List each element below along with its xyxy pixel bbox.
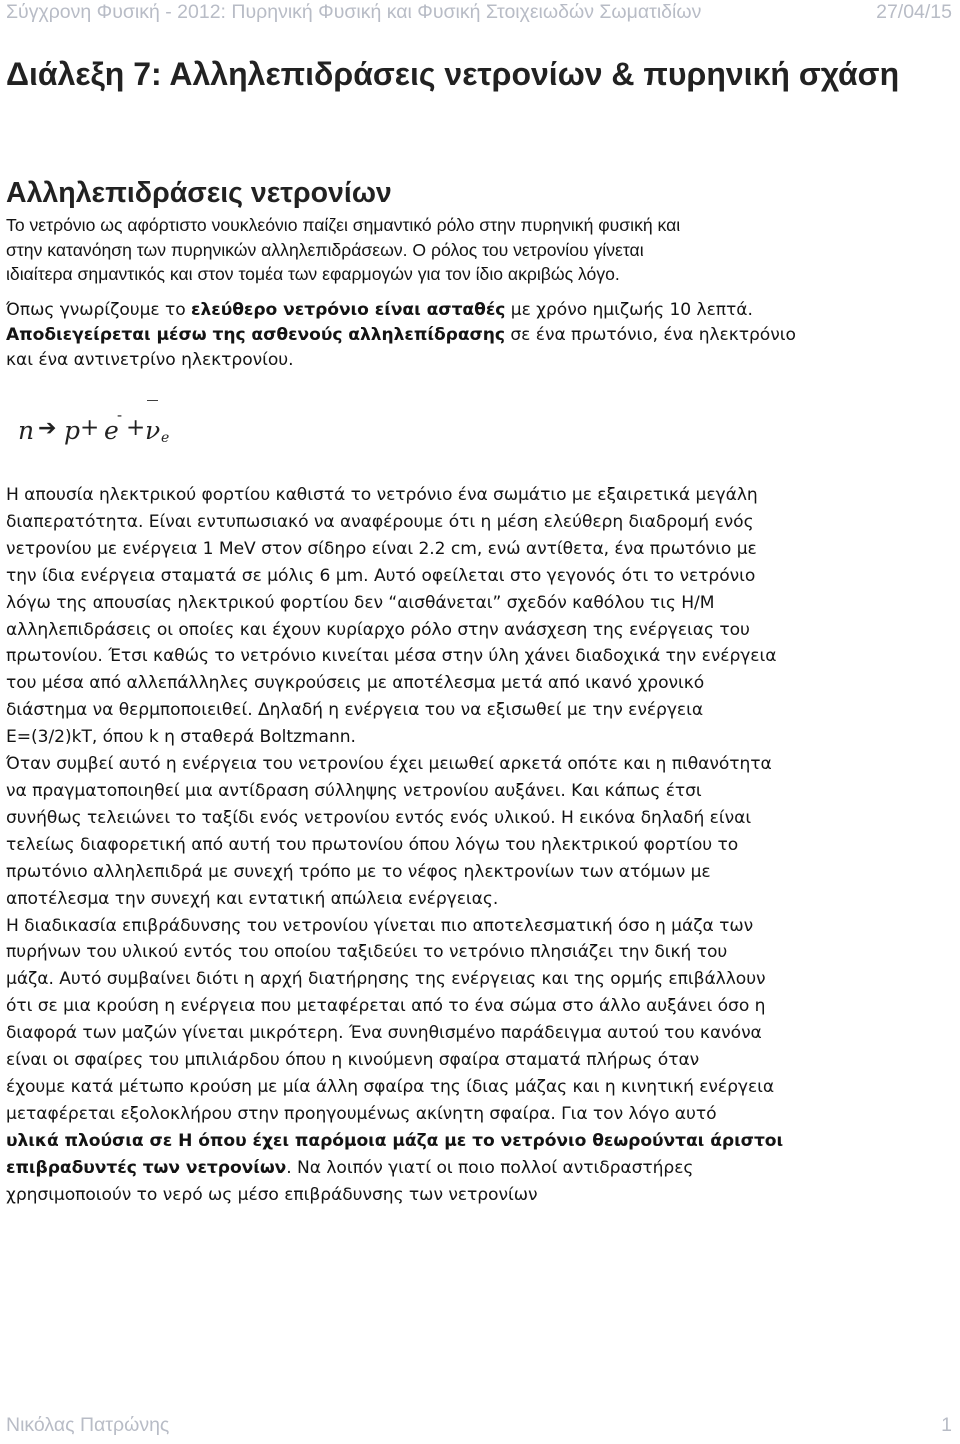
text-run: με χρόνο ημιζωής 10 λεπτά.	[505, 300, 753, 320]
text-line	[6, 1128, 956, 1155]
text-line: Η απουσία ηλεκτρικού φορτίου καθιστά το νετρόνιο ένα σωμάτιο με εξαιρετικά μεγάλη	[6, 485, 758, 505]
emphasis-free-neutron-unstable: ελεύθερο νετρόνιο είναι ασταθές	[191, 300, 506, 320]
text-line	[6, 1155, 956, 1182]
text-line: ιδιαίτερα σημαντικός και στον τομέα των εφαρμογών για τον ίδιο ακριβώς λόγο.	[6, 264, 620, 285]
lecture-title: Διάλεξη 7: Αλληλεπιδράσεις νετρονίων & πυρηνική σχάση	[6, 56, 900, 92]
symbol-antineutrino: ν	[145, 416, 161, 445]
text-line: μεταφέρεται εξολοκλήρου στην προηγουμένως ακίνητη σφαίρα. Για τον λόγο αυτό	[6, 1103, 717, 1124]
text-line: πρωτόνιο αλληλεπιδρά με συνεχή τρόπο με το νέφος ηλεκτρονίων των ατόμων με	[6, 861, 711, 882]
text-line: νετρονίου με ενέργεια 1 MeV στον σίδηρο είναι 2.2 cm, ενώ αντίθετα, ένα πρωτόνιο με	[6, 538, 757, 559]
text-line: διάστημα να θερμποποιειθεί. Δηλαδή η ενέργεια του να εξισωθεί με την ενέργεια	[6, 700, 704, 721]
emphasis-neutron-moderators: επιβραδυντές των νετρονίων	[6, 1157, 287, 1178]
text-line: πυρήνων του υλικού εντός του οποίου ταξιδεύει το νετρόνιο πλησιάζει την δική του	[6, 942, 728, 963]
text-line	[6, 323, 954, 348]
author-name: Νικόλας Πατρώνης	[6, 1413, 170, 1436]
text-line: έχουμε κατά μέτωπο κρούση με μία άλλη σφαίρα της ίδιας μάζας και η κινητική ενέργεια	[6, 1076, 775, 1097]
text-line: συνήθως τελειώνει το ταξίδι ενός νετρονίου εντός ενός υλικού. Η εικόνα δηλαδή είναι	[6, 807, 752, 828]
text-line: πρωτονίου. Έτσι καθώς το νετρόνιο κινείται μέσα στην ύλη χάνει διαδοχικά την ενέργεια	[6, 646, 777, 667]
text-line: λόγω της απουσίας ηλεκτρικού φορτίου δεν “αισθάνεται” σχεδόν καθόλου τις Η/Μ	[6, 592, 715, 613]
text-line: χρησιμοποιούν το νερό ως μέσο επιβράδυνσης των νετρονίων	[6, 1184, 538, 1205]
page-number: 1	[941, 1413, 952, 1436]
text-line: την ίδια ενέργεια σταματά σε μόλις 6 μm. Αυτό οφείλεται στο γεγονός ότι το νετρόνιο	[6, 565, 756, 586]
header-date: 27/04/15	[876, 0, 952, 23]
course-title: Σύγχρονη Φυσική - 2012: Πυρηνική Φυσική και Φυσική Στοιχειωδών Σωματιδίων	[6, 0, 702, 23]
symbol-electron: e	[104, 416, 119, 445]
text-line: μάζα. Αυτό συμβαίνει διότι η αρχή διατήρησης της ενέργειας και της ορμής επιβάλλουν	[6, 969, 766, 990]
arrow-icon: ➔	[38, 416, 57, 441]
text-line: και ένα αντινετρίνο ηλεκτρονίου.	[6, 350, 294, 370]
text-line: E=(3/2)kT, όπου k η σταθερά Boltzmann.	[6, 727, 356, 748]
symbol-neutron: n	[18, 416, 35, 445]
text-line: αποτέλεσμα την συνεχή και εντατική απώλεια ενέργειας.	[6, 888, 499, 909]
main-body-text	[6, 482, 956, 1208]
text-run: Όπως γνωρίζουμε το	[6, 300, 192, 320]
emphasis-weak-interaction: Αποδιεγείρεται μέσω της ασθενούς αλληλεπίδρασης	[6, 325, 506, 345]
plus-sign: +	[126, 415, 146, 441]
symbol-proton: p	[64, 416, 81, 445]
plus-sign: +	[80, 415, 100, 441]
text-run: . Να λοιπόν γιατί οι ποιο πολλοί αντιδραστήρες	[286, 1157, 694, 1178]
text-line: στην κατανόηση των πυρηνικών αλληλεπιδράσεων. Ο ρόλος του νετρονίου γίνεται	[6, 239, 644, 260]
electron-subscript: e	[161, 430, 170, 446]
emphasis-hydrogen-moderators: υλικά πλούσια σε Η όπου έχει παρόμοια μάζα με το νετρόνιο θεωρούνται άριστοι	[6, 1130, 784, 1151]
text-line: διαφορά των μαζών γίνεται μικρότερη. Ένα συνηθισμένο παράδειγμα αυτού του κανόνα	[6, 1023, 762, 1044]
text-line: ότι σε μια κρούση η ενέργεια που μεταφέρεται από το ένα σώμα στο άλλο αυξάνει όσο η	[6, 996, 766, 1017]
text-line: Η διαδικασία επιβράδυνσης του νετρονίου γίνεται πιο αποτελεσματική όσο η μάζα των	[6, 915, 754, 936]
text-line: είναι οι σφαίρες του μπιλιάρδου όπου η κινούμενη σφαίρα σταματά πλήρως όταν	[6, 1050, 700, 1071]
text-line: να πραγματοποιηθεί μια αντίδραση σύλληψης νετρονίου αυξάνει. Και κάπως έτσι	[6, 780, 702, 801]
text-line	[6, 298, 954, 323]
text-line: αλληλεπιδράσεις οι οποίες και έχουν κυρίαρχο ρόλο στην ανάσχεση της ενέργειας του	[6, 619, 750, 640]
text-line: διαπερατότητα. Είναι εντυπωσιακό να αναφέρουμε ότι η μέση ελεύθερη διαδρομή ενός	[6, 511, 754, 532]
running-header	[6, 0, 952, 24]
section-title: Αλληλεπιδράσεις νετρονίων	[6, 177, 392, 209]
text-line: Όταν συμβεί αυτό η ενέργεια του νετρονίου έχει μειωθεί αρκετά οπότε και η πιθανότητα	[6, 754, 772, 775]
text-run: σε ένα πρωτόνιο, ένα ηλεκτρόνιο	[505, 325, 796, 345]
intro-paragraph	[6, 213, 954, 287]
running-footer	[6, 1412, 952, 1438]
decay-paragraph	[6, 298, 954, 373]
text-line: τελείως διαφορετική από αυτή του πρωτονίου όπου λόγω του ηλεκτρικού φορτίου το	[6, 834, 739, 855]
text-line: του μέσα από αλλεπάλληλες συγκρούσεις με αποτέλεσμα μετά από ικανό χρονικό	[6, 673, 705, 694]
text-line: Το νετρόνιο ως αφόρτιστο νουκλεόνιο παίζει σημαντικό ρόλο στην πυρηνική φυσική και	[6, 215, 681, 235]
antiparticle-bar: ‾	[147, 398, 158, 423]
electron-charge-superscript: -	[117, 406, 123, 424]
